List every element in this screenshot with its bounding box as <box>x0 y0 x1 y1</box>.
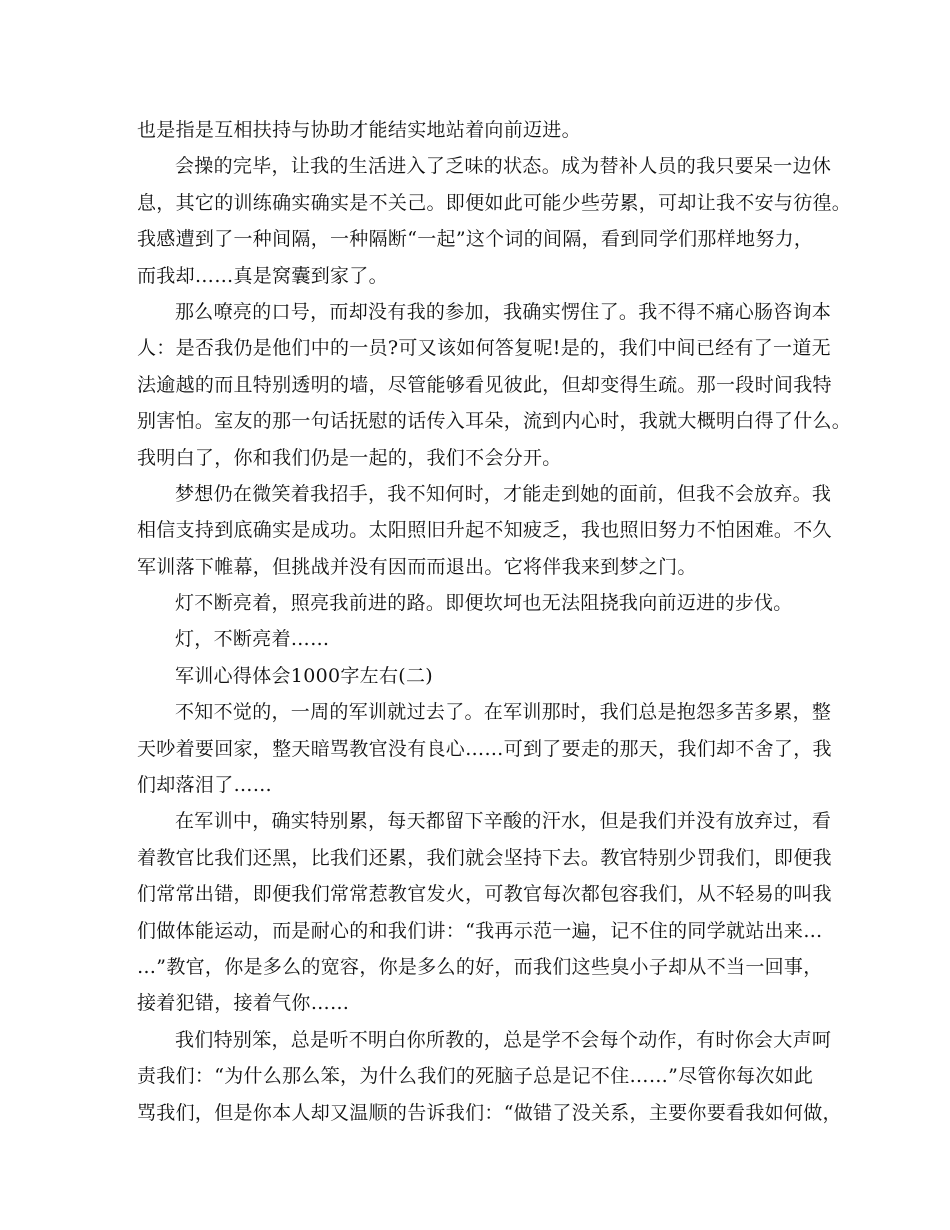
text-line: 息，其它的训练确实确实是不关己。即便如此可能少些劳累，可却让我不安与彷徨。 <box>137 191 852 214</box>
text-line: 不知不觉的，一周的军训就过去了。在军训那时，我们总是抱怨多苦多累，整 <box>175 701 832 724</box>
text-line: 军训落下帷幕，但挑战并没有因而而退出。它将伴我来到梦之门。 <box>137 555 697 578</box>
text-line: 我感遭到了一种间隔，一种隔断“一起”这个词的间隔，看到同学们那样地努力， <box>137 228 814 251</box>
text-line: 那么嘹亮的口号，而却没有我的参加，我确实愣住了。我不得不痛心肠咨询本 <box>175 300 832 323</box>
text-line: 们常常出错，即便我们常常惹教官发火，可教官每次都包容我们，从不轻易的叫我 <box>137 883 832 906</box>
text-line: 而我却……真是窝囊到家了。 <box>137 264 388 287</box>
text-line: 法逾越的而且特别透明的墙，尽管能够看见彼此，但却变得生疏。那一段时间我特 <box>137 373 832 396</box>
text-line: 责我们：“为什么那么笨，为什么我们的死脑子总是记不住……”尽管你每次如此 <box>137 1065 814 1088</box>
text-line: 人：是否我仍是他们中的一员?可又该如何答复呢!是的，我们中间已经有了一道无 <box>137 337 831 360</box>
text-line: 灯不断亮着，照亮我前进的路。即便坎坷也无法阻挠我向前迈进的步伐。 <box>175 592 793 615</box>
text-line: 们做体能运动，而是耐心的和我们讲：“我再示范一遍，记不住的同学就站出来… <box>137 919 823 942</box>
text-line: 骂我们，但是你本人却又温顺的告诉我们：“做错了没关系，主要你要看我如何做， <box>137 1101 842 1124</box>
text-line: 着教官比我们还黑，比我们还累，我们就会坚持下去。教官特别少罚我们，即便我 <box>137 846 832 869</box>
text-line: 也是指是互相扶持与协助才能结实地站着向前迈进。 <box>137 119 581 141</box>
text-line: 们却落泪了…… <box>137 774 273 797</box>
text-line: 梦想仍在微笑着我招手，我不知何时，才能走到她的面前，但我不会放弃。我 <box>175 482 832 505</box>
text-line: 我们特别笨，总是听不明白你所教的，总是学不会每个动作，有时你会大声呵 <box>175 1028 832 1051</box>
text-line: …”教官，你是多么的宽容，你是多么的好，而我们这些臭小子却从不当一回事， <box>137 955 823 978</box>
text-line: 别害怕。室友的那一句话抚慰的话传入耳朵，流到内心时，我就大概明白得了什么。 <box>137 410 852 433</box>
text-line: 在军训中，确实特别累，每天都留下辛酸的汗水，但是我们并没有放弃过，看 <box>175 810 832 833</box>
document-body <box>137 112 852 1131</box>
text-line: 我明白了，你和我们仍是一起的，我们不会分开。 <box>137 446 562 469</box>
text-line: 天吵着要回家，整天暗骂教官没有良心……可到了要走的那天，我们却不舍了，我 <box>137 737 832 760</box>
text-line: 接着犯错，接着气你…… <box>137 992 350 1015</box>
text-line: 军训心得体会1000字左右(二) <box>175 664 433 687</box>
text-line: 灯，不断亮着…… <box>175 628 330 651</box>
text-line: 会操的完毕，让我的生活进入了乏味的状态。成为替补人员的我只要呆一边休 <box>175 155 832 178</box>
text-line: 相信支持到底确实是成功。太阳照旧升起不知疲乏，我也照旧努力不怕困难。不久 <box>137 519 832 542</box>
